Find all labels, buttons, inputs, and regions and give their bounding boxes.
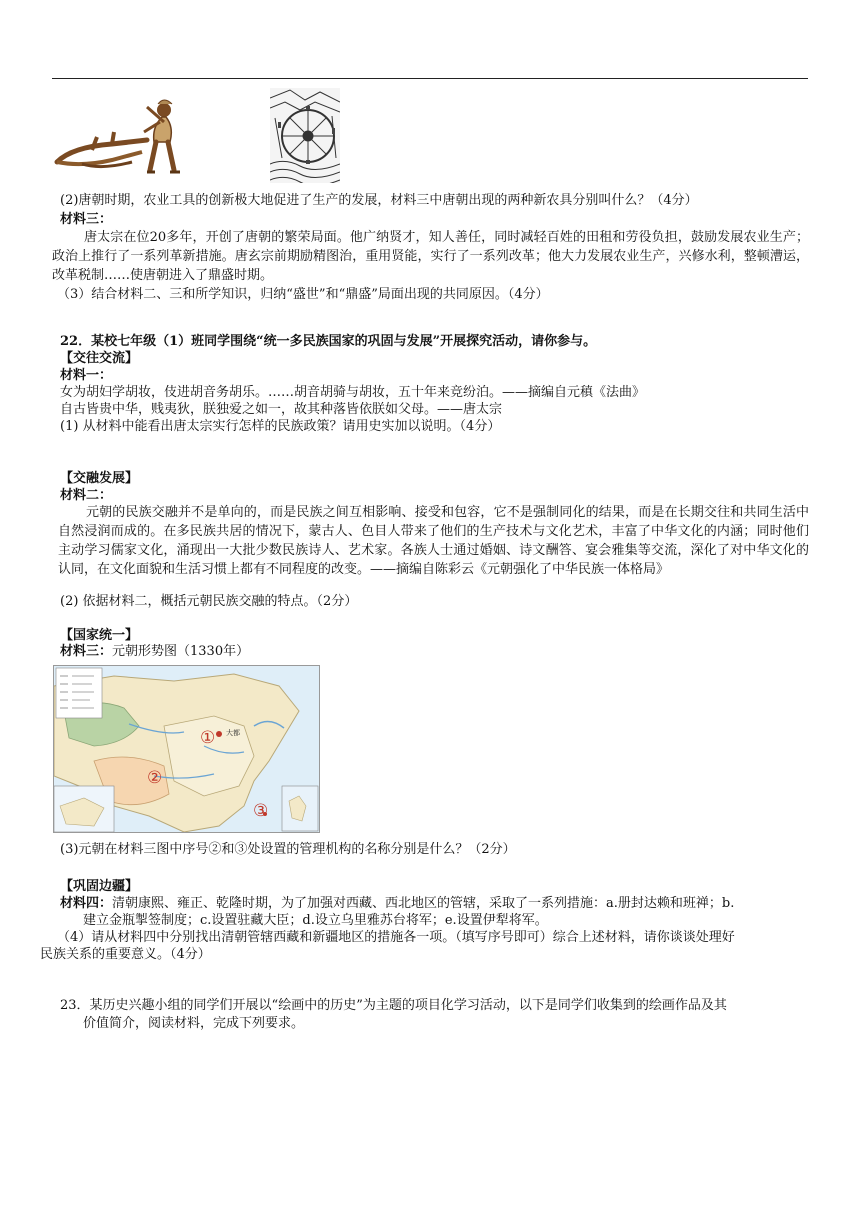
q22-material-2-label: 材料二：	[60, 488, 113, 503]
map-capital-label: 大都	[226, 729, 240, 737]
q22-material-2-text: 元朝的民族交融并不是单向的，而是民族之间互相影响、接受和包容，它不是强制同化的结果，而是在长期交往和共同生活中自然浸润而成的。在多民族共居的情况下，蒙古人、色目人带来了他们的生产技术与文化艺术，丰富了中华文化的内涵；同时他们主动学习儒家文化，涌现出一大批少数民族诗人、艺术家。各族人士通过婚姻、诗文酬答、宴会雅集等交流，深化了对中华文化的认同，在文化面貌和生活习惯上都有不同程度的改变。——摘编自陈彩云《元朝强化了中华民族一体格局》	[58, 505, 809, 577]
q22-material-1-line-1: 女为胡妇学胡妆，伎进胡音务胡乐。……胡音胡骑与胡妆，五十年来竞纷泊。——摘编自元稹《法曲》	[60, 385, 646, 400]
section-unification: 【国家统一】	[60, 628, 139, 643]
q21-question-2: (2)唐朝时期，农业工具的创新极大地促进了生产的发展，材料三中唐朝出现的两种新农具分别叫什么？（4分）	[60, 193, 698, 208]
q22-question-1: (1) 从材料中能看出唐太宗实行怎样的民族政策？请用史实加以说明。（4分）	[60, 419, 501, 434]
waterwheel-illustration	[270, 88, 340, 183]
section-border-consolidation: 【巩固边疆】	[60, 879, 139, 894]
q22-material-3-label: 材料三：	[60, 644, 113, 659]
plow-illustration	[52, 92, 192, 177]
q22-question-2: (2) 依据材料二，概括元朝民族交融的特点。（2分）	[60, 594, 358, 609]
map-caption: 元朝形势图（1330年）	[112, 644, 250, 659]
q21-question-3: （3）结合材料二、三和所学知识，归纳“盛世”和“鼎盛”局面出现的共同原因。（4分）	[57, 287, 549, 302]
q22-material-3-heading	[60, 643, 249, 661]
q21-material-3-label: 材料三：	[60, 212, 113, 227]
section-communication: 【交往交流】	[60, 351, 139, 366]
q22-material-4-text-1: 清朝康熙、雍正、乾隆时期，为了加强对西藏、西北地区的管辖，采取了一系列措施：a.册封达赖和班禅；b.	[112, 896, 735, 911]
map-mark-3: ③	[253, 801, 269, 821]
header-rule	[52, 78, 808, 79]
q23-line-1: 23．某历史兴趣小组的同学们开展以“绘画中的历史”为主题的项目化学习活动，以下是同学们收集到的绘画作品及其	[60, 998, 727, 1013]
q23-line-2: 价值简介，阅读材料，完成下列要求。	[83, 1016, 305, 1031]
q22-material-4-label: 材料四：	[60, 896, 113, 911]
q22-material-4-line-2: 建立金瓶掣签制度；c.设置驻藏大臣；d.设立乌里雅苏台将军；e.设置伊犁将军。	[83, 913, 548, 928]
q22-material-4-line-1	[60, 895, 734, 913]
q22-material-1-line-2: 自古皆贵中华，贱夷狄，朕独爱之如一，故其种落皆依朕如父母。——唐太宗	[60, 402, 503, 417]
yuan-dynasty-map	[53, 665, 320, 833]
map-mark-2: ②	[147, 768, 163, 788]
q22-title: 22．某校七年级（1）班同学围绕“统一多民族国家的巩固与发展”开展探究活动，请你参与。	[60, 334, 597, 349]
q22-question-4-line-1: （4）请从材料四中分别找出清朝管辖西藏和新疆地区的措施各一项。（填写序号即可）综合上述材料，请你谈谈处理好	[57, 930, 735, 945]
q22-material-1-label: 材料一：	[60, 368, 113, 383]
q22-question-4-line-2: 民族关系的重要意义。（4分）	[40, 947, 211, 962]
section-integration: 【交融发展】	[60, 471, 139, 486]
q21-material-3-text: 唐太宗在位20多年，开创了唐朝的繁荣局面。他广纳贤才，知人善任，同时减轻百姓的田租和劳役负担，鼓励发展农业生产；政治上推行了一系列革新措施。唐玄宗前期励精图治，重用贤能，实行了一系列改革；他大力发展农业生产，兴修水利，整顿漕运，改革税制……使唐朝进入了鼎盛时期。	[52, 230, 809, 283]
map-mark-1: ①	[200, 728, 216, 748]
q22-question-3: (3)元朝在材料三图中序号②和③处设置的管理机构的名称分别是什么？（2分）	[60, 842, 516, 857]
